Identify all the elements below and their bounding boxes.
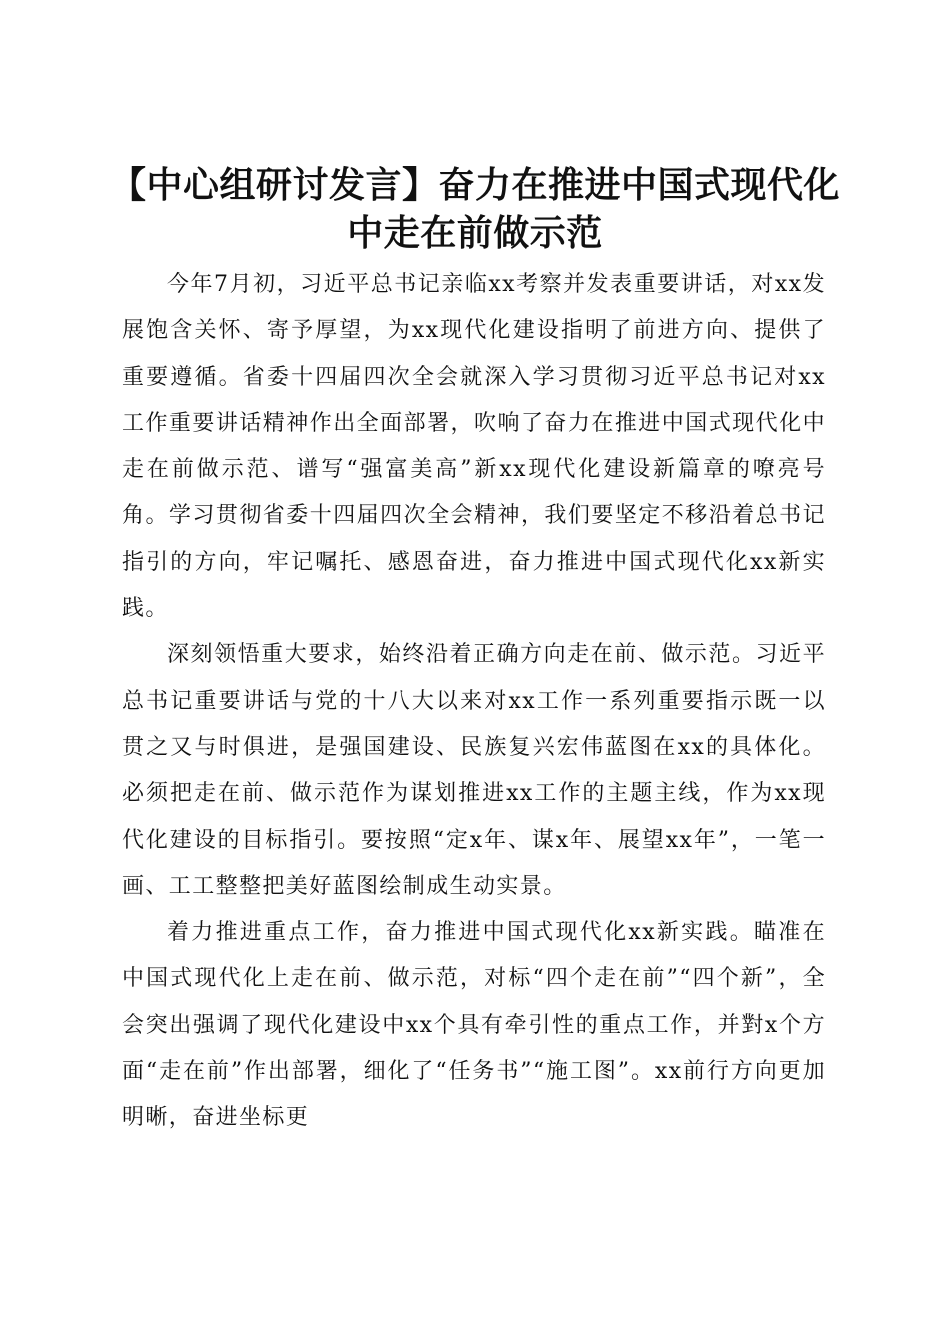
title-line-2: 中走在前做示范 <box>347 213 603 255</box>
paragraph-3: 着力推进重点工作，奋力推进中国式现代化xx新实践。瞄准在中国式现代化上走在前、做示范，对标“四个走在前”“四个新”，全会突出强调了现代化建设中xx个具有牵引性的重点工作，并對x个方面“走在前”作出部署，细化了“任务书”“施工图”。xx前行方向更加明晰，奋进坐标更 <box>122 920 826 1131</box>
document-title <box>100 162 850 258</box>
paragraph-1: 今年7月初，习近平总书记亲临xx考察并发表重要讲话，对xx发展饱含关怀、寄予厚望，为xx现代化建设指明了前进方向、提供了重要遵循。省委十四届四次全会就深入学习贯彻习近平总书记对xx工作重要讲话精神作出全面部署，吹响了奋力在推进中国式现代化中走在前做示范、谱写“强富美高”新xx现代化建设新篇章的嘹亮号角。学习贯彻省委十四届四次全会精神，我们要坚定不移沿着总书记指引的方向，牢记嘱托、感恩奋进，奋力推进中国式现代化xx新实践。 <box>122 272 826 622</box>
title-line-1: 【中心组研讨发言】奋力在推进中国式现代化 <box>109 165 840 207</box>
paragraph-2: 深刻领悟重大要求，始终沿着正确方向走在前、做示范。习近平总书记重要讲话与党的十八大以来对xx工作一系列重要指示既一以贯之又与时俱进，是强国建设、民族复兴宏伟蓝图在xx的具体化。必须把走在前、做示范作为谋划推进xx工作的主题主线，作为xx现代化建设的目标指引。要按照“定x年、谋x年、展望xx年”，一笔一画、工工整整把美好蓝图绘制成生动实景。 <box>122 642 826 899</box>
document-body <box>122 262 826 1142</box>
